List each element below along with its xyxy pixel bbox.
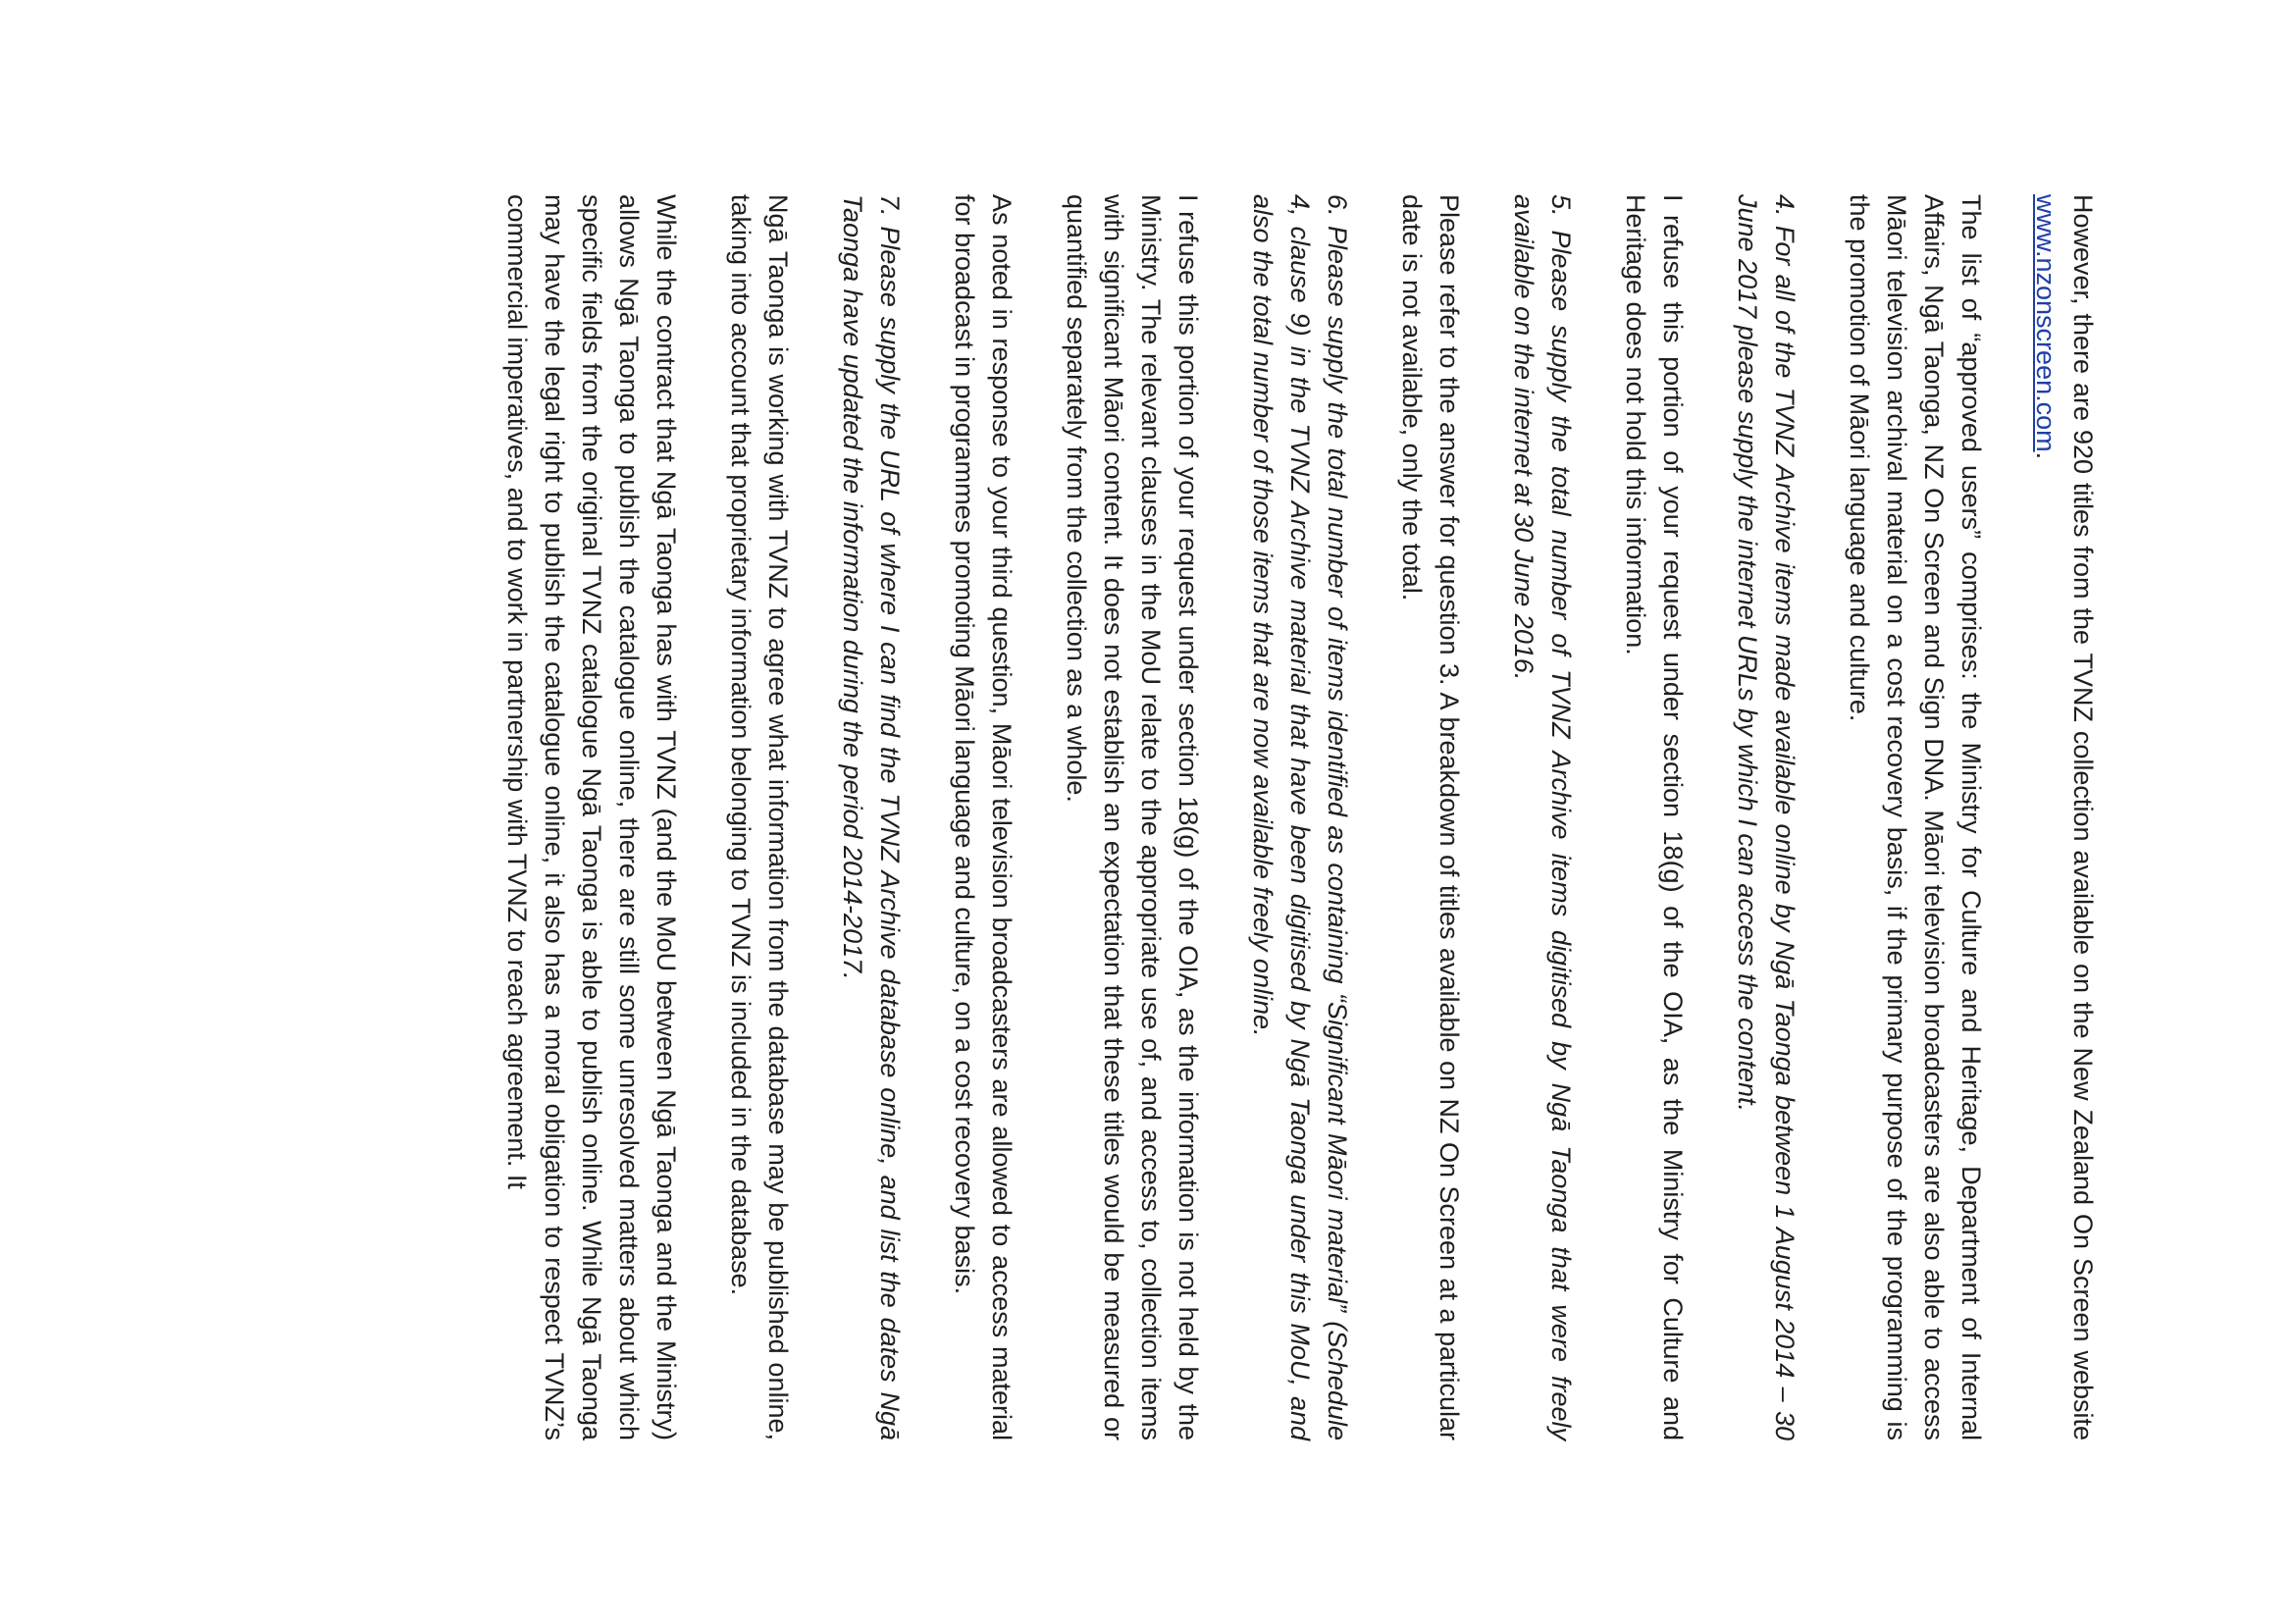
question-7: 7. Please supply the URL of where I can find the TVNZ Archive database online, and list the dates Ngā Taonga have updated the information during the period 2014-2017. bbox=[838, 194, 905, 1440]
question-6: 6. Please supply the total number of items identified as containing “Significant Māori material” (Schedule 4, clause 9) in the TVNZ Archive material that have been digitised by Ngā Taonga under this MoU, and also the total number of those items that are now available freely online. bbox=[1248, 194, 1352, 1440]
question-5: 5. Please supply the total number of TVNZ Archive items digitised by Ngā Taonga that were freely available on the internet at 30 June 2016. bbox=[1509, 194, 1576, 1440]
answer-6: I refuse this portion of your request under section 18(g) of the OIA, as the information is not held by the Ministry. The relevant clauses in the MoU relate to the appropriate use of, and access to, collection items with significant Māori content. It does not establish an expectation that these titles would be measured or quantified separately from the collection as a whole. bbox=[1062, 194, 1203, 1440]
answer-5: Please refer to the answer for question 3. A breakdown of titles available on NZ On Screen at a particular date is not available, only the total. bbox=[1397, 194, 1464, 1440]
paragraph-approved-users: The list of “approved users” comprises: the Ministry for Culture and Heritage, Department of Internal Affairs, Ngā Taonga, NZ On Screen and Sign DNA. Māori television broadcasters are also able to access Māori television archival material on a cost recovery basis, if the primary purpose of the programming is the promotion of Māori language and culture. bbox=[1845, 194, 1986, 1440]
paragraph-text: . bbox=[2031, 451, 2061, 460]
question-4: 4. For all of the TVNZ Archive items made available online by Ngā Taonga between 1 August 2014 – 30 June 2017 please supply the internet URLs by which I can access the content. bbox=[1733, 194, 1800, 1440]
answer-4: I refuse this portion of your request under section 18(g) of the OIA, as the Ministry for Culture and Heritage does not hold this information. bbox=[1621, 194, 1688, 1440]
answer-7-contract: While the contract that Ngā Taonga has with TVNZ (and the MoU between Ngā Taonga and the Ministry) allows Ngā Taonga to publish the catalogue online, there are still some unresolved matters about which specific fields from the original TVNZ catalogue Ngā Taonga is able to publish online. While Ngā Taonga may have the legal right to publish the catalogue online, it also has a moral obligation to respect TVNZ’s commercial imperatives, and to work in partnership with TVNZ to reach agreement. It bbox=[502, 194, 681, 1440]
paragraph-nzonscreen-titles bbox=[2027, 194, 2102, 1440]
nzonscreen-link[interactable]: www.nzonscreen.com bbox=[2031, 194, 2061, 452]
answer-6-note: As noted in response to your third question, Māori television broadcasters are allowed to access material for broadcast in programmes promoting Māori language and culture, on a cost recovery basis. bbox=[950, 194, 1017, 1440]
rotated-letter-body bbox=[461, 194, 2102, 1440]
answer-7: Ngā Taonga is working with TVNZ to agree what information from the database may be published online, taking into account that proprietary information belonging to TVNZ is included in the database. bbox=[726, 194, 793, 1440]
paragraph-text: However, there are 920 titles from the TVNZ collection available on the New Zealand On Screen website bbox=[2068, 194, 2098, 1440]
